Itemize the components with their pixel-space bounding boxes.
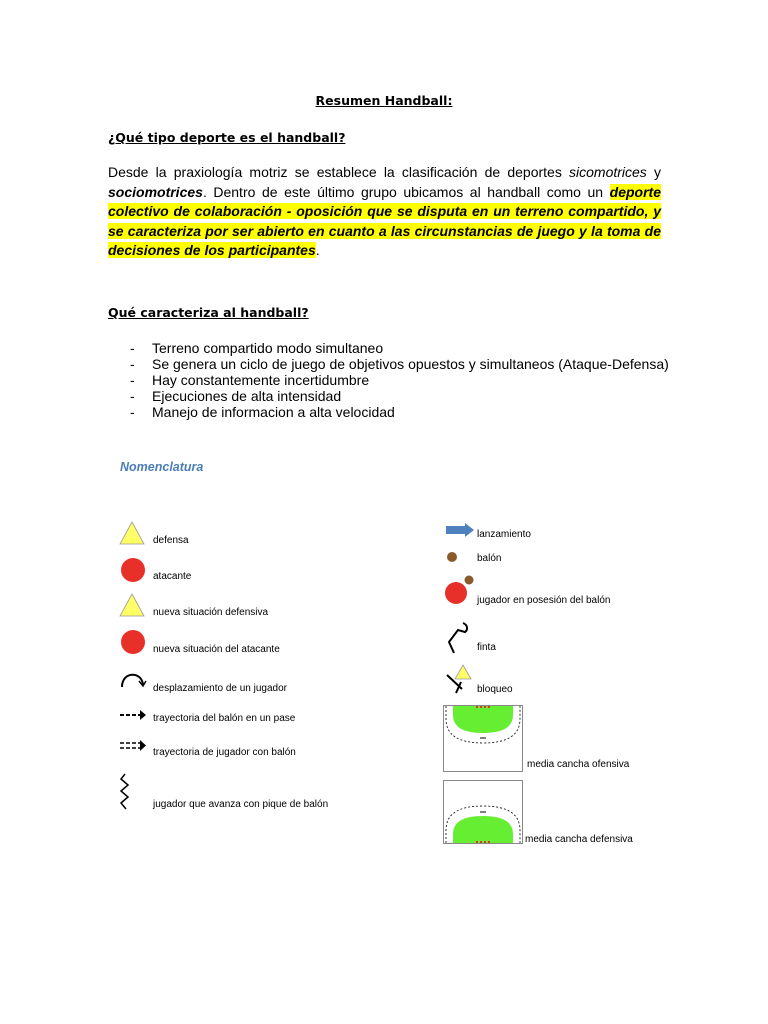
list-item: - Manejo de informacion a alta velocidad [108, 404, 669, 420]
para-text-y: y [646, 164, 662, 180]
feint-icon [446, 620, 472, 654]
ball-icon [446, 551, 458, 563]
zigzag-line-icon [118, 773, 132, 811]
legend-label: trayectoria de jugador con balón [153, 747, 296, 758]
legend-label: trayectoria del balón en un pase [153, 713, 296, 724]
legend-label: desplazamiento de un jugador [153, 683, 287, 694]
page-title: Resumen Handball: [315, 93, 453, 108]
yellow-triangle-icon [119, 593, 145, 617]
blue-arrow-icon [445, 523, 475, 537]
block-icon [444, 663, 474, 695]
term-sicomotrices: sicomotrices [569, 164, 647, 180]
legend-label: lanzamiento [477, 529, 531, 540]
list-item: - Ejecuciones de alta intensidad [108, 388, 669, 404]
list-item: - Terreno compartido modo simultaneo [108, 340, 669, 356]
list-item: - Hay constantemente incertidumbre [108, 372, 669, 388]
legend-label: media cancha ofensiva [527, 759, 630, 770]
dashed-arrow-icon [119, 709, 147, 721]
defensive-half-court-icon [443, 780, 523, 844]
legend-label: jugador en posesión del balón [477, 595, 611, 606]
double-dashed-arrow-icon [119, 739, 147, 753]
section-heading-type: ¿Qué tipo deporte es el handball? [108, 130, 346, 145]
legend-label: media cancha defensiva [525, 834, 633, 845]
highlighted-definition: deporte colectivo de colaboración - oposición que se disputa en un terreno compartido, y se caracteriza por ser abierto en cuanto a las circunstancias de juego y la toma de decisiones de los participantes [108, 183, 661, 258]
red-circle-icon [120, 629, 146, 655]
legend-label: nueva situación defensiva [153, 607, 269, 618]
curved-arrow-icon [119, 667, 147, 689]
red-circle-icon [120, 557, 146, 583]
legend-label: nueva situación del atacante [153, 644, 280, 655]
section-heading-characteristics: Qué caracteriza al handball? [108, 305, 309, 320]
offensive-half-court-icon [443, 705, 523, 772]
legend-label: atacante [153, 571, 192, 582]
legend-label: defensa [153, 535, 189, 546]
intro-paragraph [108, 163, 661, 261]
characteristics-list [108, 340, 669, 420]
para-text-end: . [315, 242, 320, 258]
legend-label: jugador que avanza con pique de balón [153, 799, 329, 810]
nomenclature-title: Nomenclatura [120, 460, 204, 474]
legend-label: bloqueo [477, 684, 513, 695]
legend-label: balón [477, 553, 502, 564]
player-with-ball-icon [444, 574, 476, 606]
legend-label: finta [477, 642, 496, 653]
yellow-triangle-icon [119, 521, 145, 545]
para-text-2: . Dentro de este último grupo ubicamos al handball como un [202, 183, 610, 200]
term-sociomotrices: sociomotrices [108, 183, 203, 200]
para-text-1: Desde la praxiología motriz se establece la clasificación de deportes [108, 164, 570, 180]
list-item: - Se genera un ciclo de juego de objetivos opuestos y simultaneos (Ataque-Defensa) [108, 356, 669, 372]
